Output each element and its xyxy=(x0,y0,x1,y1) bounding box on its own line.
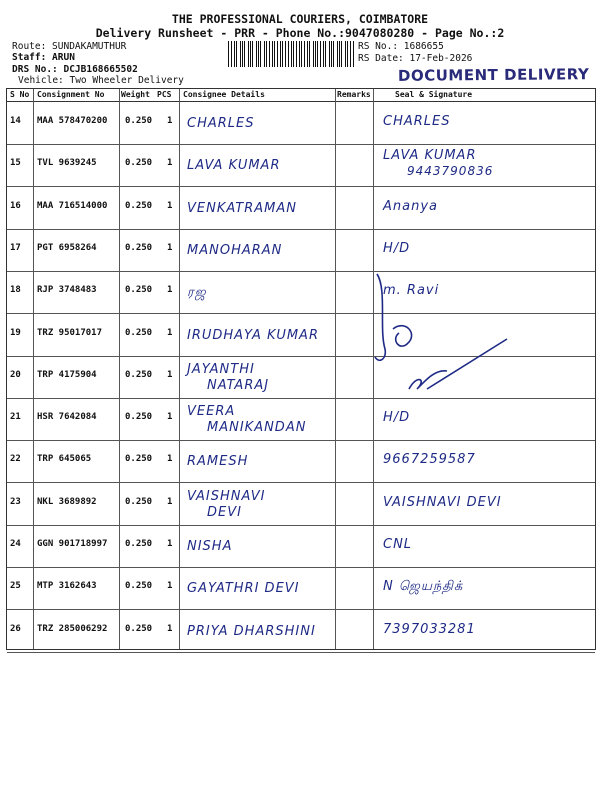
row-sno: 17 xyxy=(10,242,21,253)
row-pcs: 1 xyxy=(167,539,173,549)
signature: N ஜெயந்திக் xyxy=(383,579,464,595)
col-remarks: Remarks xyxy=(337,90,371,99)
row-pcs: 1 xyxy=(167,581,173,592)
barcode-bar xyxy=(266,41,267,67)
barcode-bar xyxy=(285,41,286,67)
barcode-bar xyxy=(304,41,305,67)
row-sno: 26 xyxy=(10,623,21,634)
row-consignment-no: PGT 6958264 xyxy=(37,242,97,253)
scribble-stroke xyxy=(375,274,385,360)
consignee-name: VAISHNAVI xyxy=(187,488,266,504)
row-consignment-no: GGN 901718997 xyxy=(37,539,108,549)
row-weight: 0.250 xyxy=(125,158,153,169)
drs-label: DRS No.: DCJB168665502 xyxy=(12,64,138,75)
consignee-name: NISHA xyxy=(187,539,233,554)
col-weight: Weight xyxy=(121,90,150,99)
signature: CNL xyxy=(383,537,413,552)
barcode-bar xyxy=(323,41,324,67)
row-pcs: 1 xyxy=(167,454,173,465)
signature: H/D xyxy=(383,240,411,256)
row-sno: 21 xyxy=(10,412,21,423)
row-consignment-no: RJP 3748483 xyxy=(37,285,97,296)
row-consignment-no: TRP 645065 xyxy=(37,454,92,465)
consignee-name: GAYATHRI DEVI xyxy=(187,581,300,597)
consignee-name: CHARLES xyxy=(187,116,255,131)
consignee-name: LAVA KUMAR xyxy=(187,158,281,174)
signature: 9667259587 xyxy=(383,452,476,468)
row-weight: 0.250 xyxy=(125,285,153,296)
consignee-name: ரஜ xyxy=(187,285,207,301)
row-pcs: 1 xyxy=(167,412,173,423)
row-consignment-no: NKL 3689892 xyxy=(37,496,97,507)
row-weight: 0.250 xyxy=(125,116,153,126)
barcode-bar xyxy=(341,41,342,67)
row-sno: 16 xyxy=(10,200,21,211)
col-consignee: Consignee Details xyxy=(183,90,265,99)
signature: VAISHNAVI DEVI xyxy=(383,494,502,510)
barcode xyxy=(228,41,354,67)
consignee-name: VEERA xyxy=(187,404,236,420)
consignee-name-line2: NATARAJ xyxy=(207,377,270,393)
row-pcs: 1 xyxy=(167,496,173,507)
signature: Ananya xyxy=(383,198,438,214)
row-weight: 0.250 xyxy=(125,496,153,507)
document-delivery-stamp: DOCUMENT DELIVERY xyxy=(397,65,590,85)
row-weight: 0.250 xyxy=(125,623,153,634)
row-sno: 18 xyxy=(10,285,21,296)
consignee-name: RAMESH xyxy=(187,454,249,470)
row-sno: 22 xyxy=(10,454,21,465)
row-sno: 23 xyxy=(10,496,21,507)
route-label: Route: SUNDAKAMUTHUR xyxy=(12,41,127,52)
row-consignment-no: TRZ 285006292 xyxy=(37,623,108,634)
row-sno: 25 xyxy=(10,581,21,592)
row-consignment-no: MTP 3162643 xyxy=(37,581,97,592)
signature-phone: 9443790836 xyxy=(407,164,494,179)
row-consignment-no: MAA 716514000 xyxy=(37,200,108,211)
row-pcs: 1 xyxy=(167,623,173,634)
row-pcs: 1 xyxy=(167,285,173,296)
rs-date: RS Date: 17-Feb-2026 xyxy=(358,53,473,64)
barcode-bar xyxy=(252,41,253,67)
row-sno: 19 xyxy=(10,327,21,338)
barcode-bar xyxy=(236,41,237,67)
scribble-stroke xyxy=(427,339,507,389)
signature: LAVA KUMAR xyxy=(383,148,477,164)
row-pcs: 1 xyxy=(167,327,173,338)
col-consignment: Consignment No xyxy=(37,90,105,99)
staff-label: Staff: ARUN xyxy=(12,52,75,63)
consignee-name: MANOHARAN xyxy=(187,242,283,258)
row-weight: 0.250 xyxy=(125,369,153,380)
row-consignment-no: HSR 7642084 xyxy=(37,412,97,423)
vehicle-label: Vehicle: Two Wheeler Delivery xyxy=(18,75,184,86)
row-weight: 0.250 xyxy=(125,327,153,338)
row-consignment-no: MAA 578470200 xyxy=(37,116,108,126)
row-weight: 0.250 xyxy=(125,242,153,253)
consignee-name: PRIYA DHARSHINI xyxy=(187,623,316,639)
rs-number: RS No.: 1686655 xyxy=(358,41,444,52)
row-consignment-no: TRP 4175904 xyxy=(37,369,97,380)
col-seal: Seal & Signature xyxy=(395,90,473,99)
delivery-table xyxy=(6,88,596,650)
row-weight: 0.250 xyxy=(125,200,153,211)
signature: CHARLES xyxy=(383,114,451,129)
row-weight: 0.250 xyxy=(125,412,153,423)
col-pcs: PCS xyxy=(157,90,172,99)
row-consignment-no: TRZ 95017017 xyxy=(37,327,103,338)
consignee-name: IRUDHAYA KUMAR xyxy=(187,327,319,343)
consignee-name: JAYANTHI xyxy=(187,361,255,377)
row-consignment-no: TVL 9639245 xyxy=(37,158,97,169)
signature-scribble xyxy=(7,89,597,651)
row-pcs: 1 xyxy=(167,369,173,380)
row-sno: 20 xyxy=(10,369,21,380)
signature: 7397033281 xyxy=(383,621,476,637)
col-sno: S No xyxy=(10,90,30,99)
row-weight: 0.250 xyxy=(125,581,153,592)
row-pcs: 1 xyxy=(167,200,173,211)
row-sno: 15 xyxy=(10,158,21,169)
row-weight: 0.250 xyxy=(125,454,153,465)
company-title: THE PROFESSIONAL COURIERS, COIMBATORE xyxy=(171,12,429,26)
consignee-name: VENKATRAMAN xyxy=(187,200,298,216)
signature: m. Ravi xyxy=(383,283,440,299)
row-pcs: 1 xyxy=(167,116,173,126)
scribble-stroke xyxy=(393,326,412,346)
row-pcs: 1 xyxy=(167,158,173,169)
row-pcs: 1 xyxy=(167,242,173,253)
consignee-name-line2: MANIKANDAN xyxy=(207,420,307,436)
row-weight: 0.250 xyxy=(125,539,153,549)
row-sno: 14 xyxy=(10,116,21,126)
runsheet-title: Delivery Runsheet - PRR - Phone No.:9047080280 - Page No.:2 xyxy=(95,26,505,40)
row-sno: 24 xyxy=(10,539,21,549)
signature: H/D xyxy=(383,410,411,426)
consignee-name-line2: DEVI xyxy=(207,504,242,520)
